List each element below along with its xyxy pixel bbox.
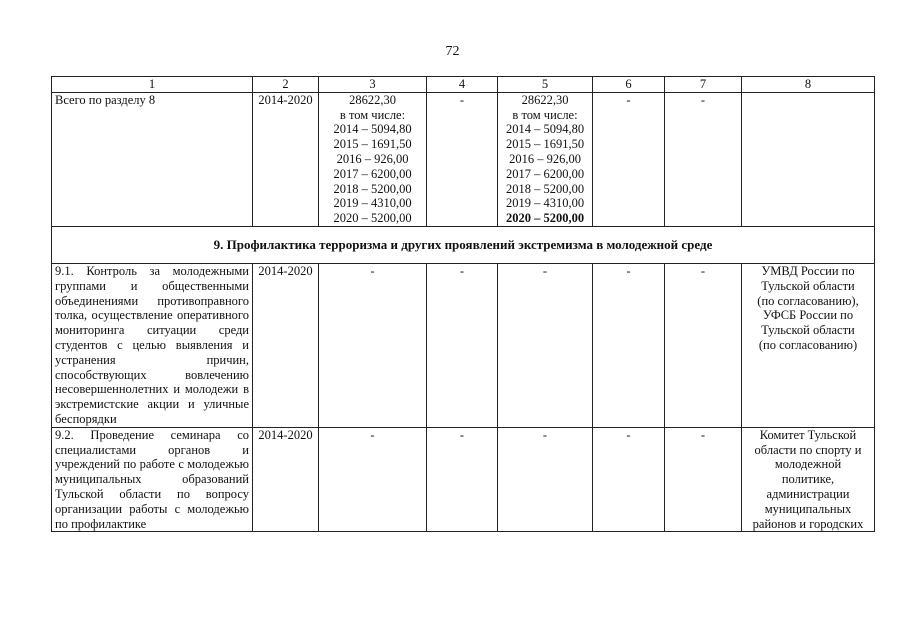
funding-line: 2020 – 5200,00 [505,211,585,226]
measure-executor [742,427,875,532]
column-header: 6 [593,77,665,93]
executor-line: (по согласованию) [758,337,858,352]
table-row [52,427,875,532]
measure-executor [742,263,875,427]
funding-line: 2020 – 5200,00 [333,211,412,226]
total-col4: - [427,92,498,226]
measure-col4: - [427,427,498,532]
measure-description: 9.2. Проведение семинара со специалистами органов и учреждений по работе с молодежью муниципальных образований Тульской области по вопросу организации работы с молодежью по профилактике [52,427,253,532]
measure-col7: - [665,263,742,427]
total-funding-col3 [319,92,427,226]
funding-line: 2018 – 5200,00 [505,181,585,196]
column-header: 7 [665,77,742,93]
total-funding-col5 [498,92,593,226]
funding-line: 2016 – 926,00 [336,151,409,166]
funding-line: в том числе: [512,107,578,122]
executor-line: районов и городских [752,516,864,531]
column-header: 8 [742,77,875,93]
executor-line: (по согласованию), [757,293,859,308]
funding-line: в том числе: [339,107,406,122]
measure-col6: - [593,427,665,532]
measure-period: 2014-2020 [253,263,319,427]
total-label: Всего по разделу 8 [52,92,253,226]
executor-line: Комитет Тульской [759,427,857,442]
funding-line: 2017 – 6200,00 [505,166,585,181]
funding-line: 2019 – 4310,00 [505,196,585,211]
measure-col3: - [319,263,427,427]
column-header: 5 [498,77,593,93]
total-col6: - [593,92,665,226]
funding-line: 2015 – 1691,50 [505,137,585,152]
executor-line: области по спорту и [754,442,862,457]
funding-line: 2018 – 5200,00 [333,181,412,196]
column-header: 2 [253,77,319,93]
funding-line: 2014 – 5094,80 [333,122,412,137]
measure-col6: - [593,263,665,427]
measure-col5: - [498,263,593,427]
page-number: 72 [445,44,460,59]
executor-line: администрации [766,486,850,501]
column-header: 4 [427,77,498,93]
funding-line: 28622,30 [521,92,569,107]
executor-line: УМВД России по [761,263,855,278]
total-col8 [742,92,875,226]
total-period: 2014-2020 [253,92,319,226]
section-title: 9. Профилактика терроризма и других проявлений экстремизма в молодежной среде [52,226,875,263]
column-header: 3 [319,77,427,93]
measure-col3: - [319,427,427,532]
table-row [52,263,875,427]
column-number-row [52,77,875,93]
funding-line: 2014 – 5094,80 [505,122,585,137]
program-table [51,76,875,532]
executor-line: Тульской области [761,323,855,338]
column-header: 1 [52,77,253,93]
executor-line: УФСБ России по [762,308,854,323]
executor-line: муниципальных [764,501,852,516]
executor-line: Тульской области [761,278,855,293]
measure-col5: - [498,427,593,532]
executor-line: политике, [781,472,835,487]
measure-description: 9.1. Контроль за молодежными группами и общественными объединениями противоправного толка, осуществление оперативного мониторинга ситуации среди студентов с целью выявления и устранения причин, способствующих вовлечению несовершеннолетних и молодежи в экстремистские акции и уличные беспорядки [52,263,253,427]
section-title-row [52,226,875,263]
executor-line: молодежной [774,457,842,472]
funding-line: 2016 – 926,00 [509,151,581,166]
funding-line: 2019 – 4310,00 [333,196,412,211]
measure-col7: - [665,427,742,532]
section-total-row [52,92,875,226]
funding-line: 2015 – 1691,50 [333,137,412,152]
measure-col4: - [427,263,498,427]
funding-line: 2017 – 6200,00 [333,166,412,181]
funding-line: 28622,30 [349,92,396,107]
measure-period: 2014-2020 [253,427,319,532]
total-col7: - [665,92,742,226]
